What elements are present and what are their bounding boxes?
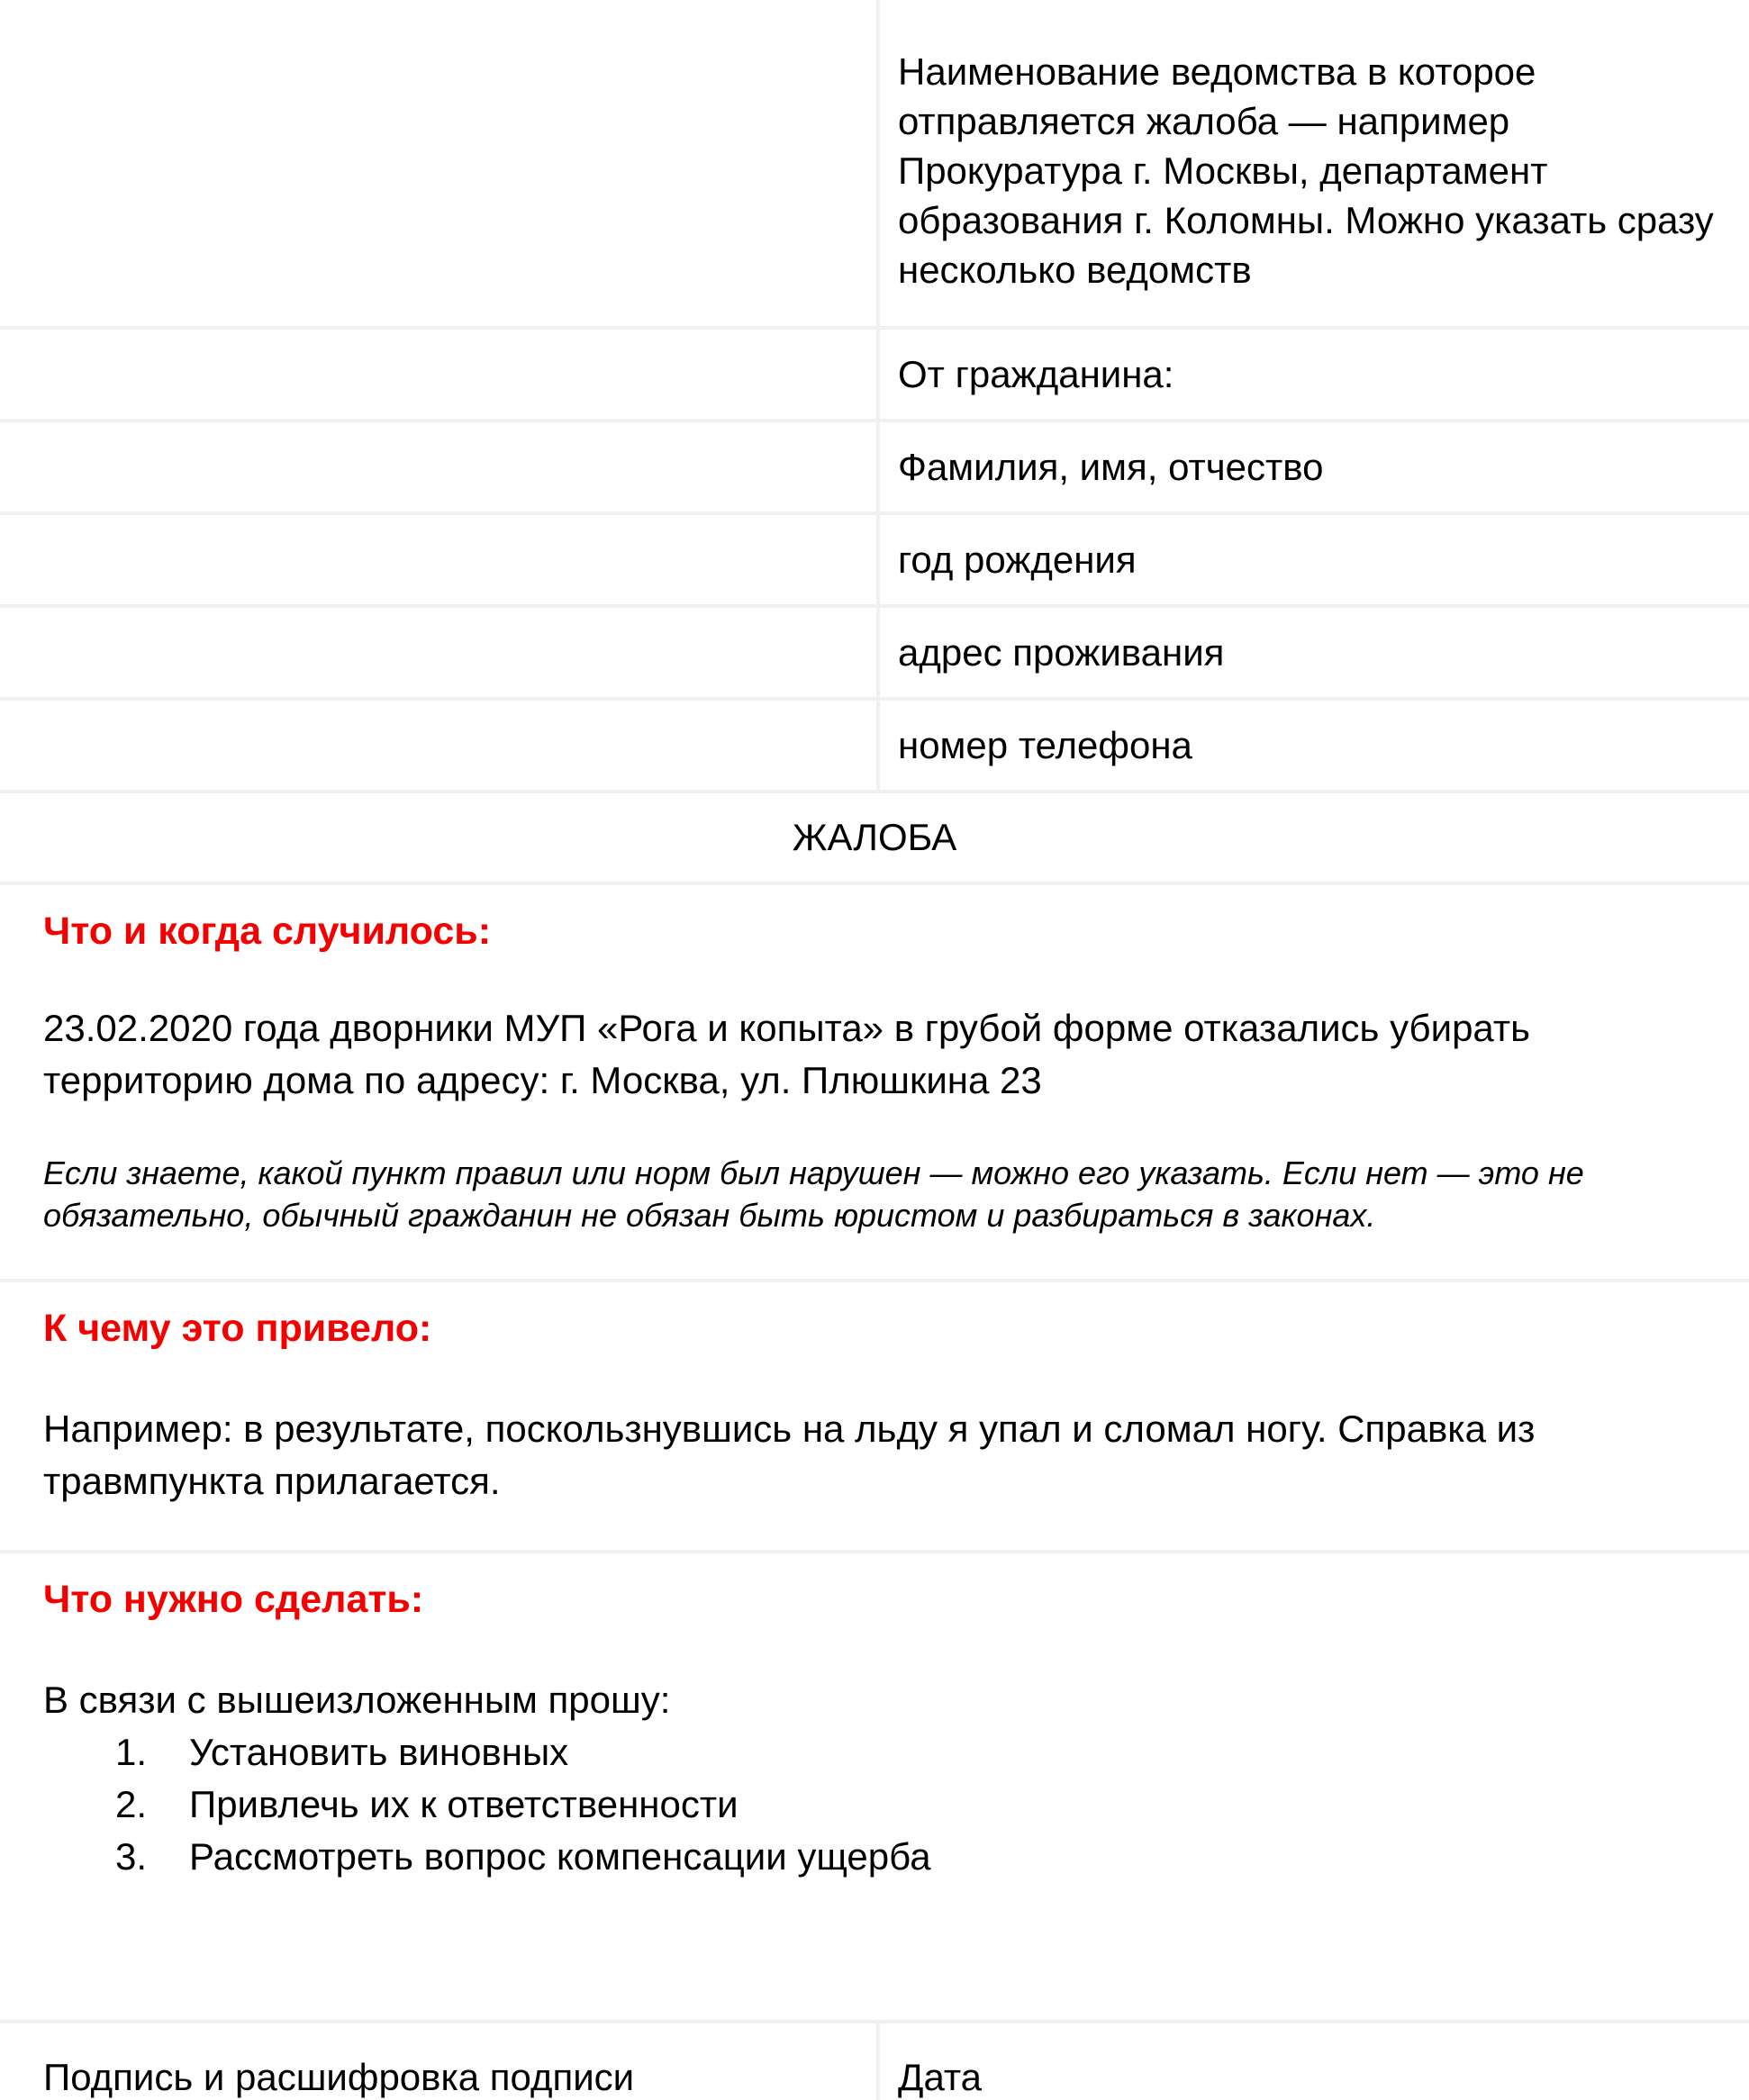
address-empty-cell [0,608,876,697]
phone-cell [876,701,1749,790]
section-what-happened [0,909,1749,1282]
signature-cell [0,2023,876,2100]
list-item-number: 1. [115,1731,148,1773]
list-item-text: Привлечь их к ответственности [189,1783,739,1825]
from-citizen-label: От гражданина: [898,352,1174,395]
date-cell [876,2023,1749,2100]
full-name-label: Фамилия, имя, отчество [898,445,1324,488]
section-what-happened-paragraph: 23.02.2020 года дворники МУП «Рога и копыта» в грубой форме отказались убирать территорию дома по адресу: г. Москва, ул. Плюшкина 23 [43,1007,1530,1101]
section-consequences-heading: К чему это привело: [43,1307,432,1350]
full-name-row [0,422,1749,515]
recipient-hint-text: Наименование ведомства в которое отправляется жалоба — например Прокуратура г. Москвы, департамент образования г. Коломны. Можно указать сразу несколько ведомств [898,50,1714,291]
from-citizen-row [0,330,1749,422]
full-name-empty-cell [0,422,876,511]
section-demands-intro: В связи с вышеизложенным прошу: [43,1679,671,1721]
section-consequences-paragraph: Например: в результате, поскользнувшись на льду я упал и сломал ногу. Справка из травмпункта прилагается. [43,1408,1536,1502]
birth-year-empty-cell [0,515,876,604]
list-item-text: Установить виновных [189,1731,569,1773]
date-label: Дата [898,2056,983,2098]
section-demands-heading: Что нужно сделать: [43,1578,424,1621]
from-citizen-cell [876,330,1749,419]
address-row [0,608,1749,701]
recipient-row-cell [876,0,1749,326]
list-item [43,1779,1713,1831]
from-citizen-empty-cell [0,330,876,419]
signature-date-row [0,2023,1749,2100]
recipient-row-empty-cell [0,0,876,326]
list-item-number: 3. [115,1835,148,1878]
phone-row [0,701,1749,793]
section-what-happened-heading: Что и когда случилось: [43,910,492,953]
list-item [43,1831,1713,1883]
recipient-row [0,0,1749,330]
address-label: адрес проживания [898,630,1225,674]
address-cell [876,608,1749,697]
phone-label: номер телефона [898,723,1192,766]
phone-empty-cell [0,701,876,790]
signature-label: Подпись и расшифровка подписи [43,2056,635,2098]
birth-year-cell [876,515,1749,604]
document-title: ЖАЛОБА [0,793,1749,885]
birth-year-row [0,515,1749,608]
section-demands [0,1577,1749,2023]
demands-list [43,1726,1713,1883]
section-what-happened-note: Если знаете, какой пункт правил или норм был нарушен — можно его указать. Если нет — это не обязательно, обычный гражданин не обязан быть юристом и разбираться в законах. [43,1154,1584,1234]
list-item-text: Рассмотреть вопрос компенсации ущерба [189,1835,931,1878]
section-consequences [0,1306,1749,1553]
birth-year-label: год рождения [898,538,1137,581]
list-item [43,1726,1713,1779]
list-item-number: 2. [115,1783,148,1825]
full-name-cell [876,422,1749,511]
